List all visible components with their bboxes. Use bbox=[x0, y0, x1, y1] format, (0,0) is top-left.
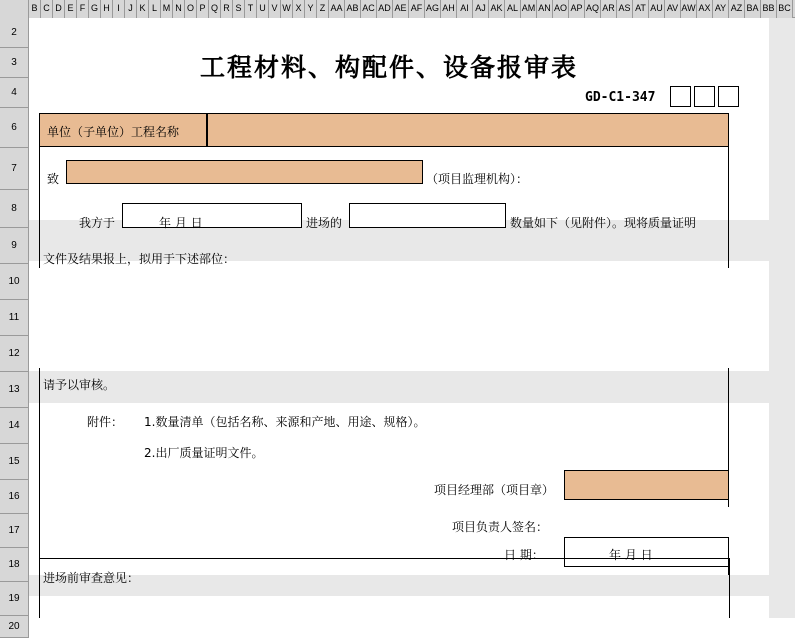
code-box-2[interactable] bbox=[694, 86, 715, 107]
column-header-au[interactable]: AU bbox=[649, 0, 665, 18]
column-header-af[interactable]: AF bbox=[409, 0, 425, 18]
column-header-aa[interactable]: AA bbox=[329, 0, 345, 18]
column-header-j[interactable]: J bbox=[125, 0, 137, 18]
column-header-av[interactable]: AV bbox=[665, 0, 681, 18]
column-header-p[interactable]: P bbox=[197, 0, 209, 18]
column-header-ar[interactable]: AR bbox=[601, 0, 617, 18]
column-header-i[interactable]: I bbox=[113, 0, 125, 18]
column-header-g[interactable]: G bbox=[89, 0, 101, 18]
row-header-14[interactable]: 14 bbox=[0, 408, 28, 444]
dept-value-cell[interactable] bbox=[564, 470, 729, 500]
pre-entry-right-border bbox=[729, 558, 730, 618]
column-header-ah[interactable]: AH bbox=[441, 0, 457, 18]
column-header-m[interactable]: M bbox=[161, 0, 173, 18]
row-header-16[interactable]: 16 bbox=[0, 480, 28, 514]
row-header-column bbox=[0, 18, 29, 638]
column-header-d[interactable]: D bbox=[53, 0, 65, 18]
column-header-k[interactable]: K bbox=[137, 0, 149, 18]
row-header-12[interactable]: 12 bbox=[0, 336, 28, 372]
column-header-e[interactable]: E bbox=[65, 0, 77, 18]
column-header-aw[interactable]: AW bbox=[681, 0, 697, 18]
select-all-corner[interactable] bbox=[0, 0, 29, 18]
column-header-ba[interactable]: BA bbox=[745, 0, 761, 18]
row-header-2[interactable]: 2 bbox=[0, 18, 28, 48]
column-header-ac[interactable]: AC bbox=[361, 0, 377, 18]
column-header-row bbox=[0, 0, 795, 18]
column-header-ao[interactable]: AO bbox=[553, 0, 569, 18]
column-header-h[interactable]: H bbox=[101, 0, 113, 18]
usage-value-cell[interactable] bbox=[39, 268, 729, 368]
row-header-15[interactable]: 15 bbox=[0, 444, 28, 480]
column-header-as[interactable]: AS bbox=[617, 0, 633, 18]
column-header-at[interactable]: AT bbox=[633, 0, 649, 18]
row-header-9[interactable]: 9 bbox=[0, 228, 28, 264]
column-header-aj[interactable]: AJ bbox=[473, 0, 489, 18]
row-header-11[interactable]: 11 bbox=[0, 300, 28, 336]
line1-date-cell[interactable] bbox=[122, 203, 302, 228]
row-header-7[interactable]: 7 bbox=[0, 148, 28, 190]
line1-mid-label: 进场的 bbox=[306, 216, 343, 230]
date-value-label: 年 月 日 bbox=[609, 548, 653, 562]
to-value-cell[interactable] bbox=[66, 160, 423, 184]
row-header-8[interactable]: 8 bbox=[0, 190, 28, 228]
project-name-value-cell[interactable] bbox=[207, 113, 729, 147]
line1-date-label: 年 月 日 bbox=[159, 216, 203, 230]
row-header-20[interactable]: 20 bbox=[0, 616, 28, 638]
sheet-content[interactable] bbox=[29, 18, 795, 618]
line2-label: 文件及结果报上，拟用于下述部位： bbox=[43, 252, 236, 266]
column-header-ap[interactable]: AP bbox=[569, 0, 585, 18]
column-header-bb[interactable]: BB bbox=[761, 0, 777, 18]
row-header-19[interactable]: 19 bbox=[0, 582, 28, 616]
to-label: 致 bbox=[47, 172, 60, 186]
column-header-b[interactable]: B bbox=[29, 0, 41, 18]
line1-suffix-label: 数量如下（见附件）。现将质量证明 bbox=[510, 216, 697, 230]
column-header-y[interactable]: Y bbox=[305, 0, 317, 18]
row-header-6[interactable]: 6 bbox=[0, 108, 28, 148]
code-box-1[interactable] bbox=[670, 86, 691, 107]
column-header-ax[interactable]: AX bbox=[697, 0, 713, 18]
column-header-ad[interactable]: AD bbox=[377, 0, 393, 18]
row-header-3[interactable]: 3 bbox=[0, 48, 28, 78]
column-header-al[interactable]: AL bbox=[505, 0, 521, 18]
column-header-ab[interactable]: AB bbox=[345, 0, 361, 18]
supervision-org-label: （项目监理机构）： bbox=[426, 172, 529, 186]
doc-code-label: GD-C1-347 bbox=[585, 90, 656, 105]
attachment-item-1: 1.数量清单（包括名称、来源和产地、用途、规格）。 bbox=[144, 415, 426, 429]
pre-entry-left-border bbox=[39, 558, 40, 618]
page-title: 工程材料、构配件、设备报审表 bbox=[199, 53, 578, 82]
column-header-n[interactable]: N bbox=[173, 0, 185, 18]
line1-material-cell[interactable] bbox=[349, 203, 506, 228]
column-header-aq[interactable]: AQ bbox=[585, 0, 601, 18]
column-header-az[interactable]: AZ bbox=[729, 0, 745, 18]
page-bottom-white bbox=[29, 596, 769, 618]
row-header-13[interactable]: 13 bbox=[0, 372, 28, 408]
signer-label: 项目负责人签名： bbox=[452, 520, 549, 534]
column-header-an[interactable]: AN bbox=[537, 0, 553, 18]
line1-prefix-label: 我方于 bbox=[79, 216, 116, 230]
column-header-s[interactable]: S bbox=[233, 0, 245, 18]
review-request-label: 请予以审核。 bbox=[43, 378, 116, 392]
column-header-bc[interactable]: BC bbox=[777, 0, 793, 18]
column-header-o[interactable]: O bbox=[185, 0, 197, 18]
attachment-item-2: 2.出厂质量证明文件。 bbox=[144, 446, 264, 460]
row-header-10[interactable]: 10 bbox=[0, 264, 28, 300]
column-header-ai[interactable]: AI bbox=[457, 0, 473, 18]
column-header-w[interactable]: W bbox=[281, 0, 293, 18]
row-header-17[interactable]: 17 bbox=[0, 514, 28, 548]
column-header-x[interactable]: X bbox=[293, 0, 305, 18]
column-header-z[interactable]: Z bbox=[317, 0, 329, 18]
column-header-r[interactable]: R bbox=[221, 0, 233, 18]
column-header-u[interactable]: U bbox=[257, 0, 269, 18]
column-header-f[interactable]: F bbox=[77, 0, 89, 18]
column-header-ae[interactable]: AE bbox=[393, 0, 409, 18]
row-header-4[interactable]: 4 bbox=[0, 78, 28, 108]
dept-label: 项目经理部（项目章） bbox=[434, 483, 555, 497]
column-header-ay[interactable]: AY bbox=[713, 0, 729, 18]
row-header-18[interactable]: 18 bbox=[0, 548, 28, 582]
column-header-ag[interactable]: AG bbox=[425, 0, 441, 18]
code-box-3[interactable] bbox=[718, 86, 739, 107]
signer-value-cell[interactable] bbox=[564, 507, 729, 537]
date-label: 日 期： bbox=[504, 548, 544, 562]
pre-entry-label: 进场前审查意见： bbox=[43, 571, 140, 585]
column-header-l[interactable]: L bbox=[149, 0, 161, 18]
column-header-am[interactable]: AM bbox=[521, 0, 537, 18]
attachment-label: 附件： bbox=[87, 415, 124, 429]
column-header-ak[interactable]: AK bbox=[489, 0, 505, 18]
column-header-c[interactable]: C bbox=[41, 0, 53, 18]
column-header-v[interactable]: V bbox=[269, 0, 281, 18]
column-header-t[interactable]: T bbox=[245, 0, 257, 18]
pre-entry-divider bbox=[39, 558, 729, 559]
column-header-q[interactable]: Q bbox=[209, 0, 221, 18]
project-name-label: 单位（子单位）工程名称 bbox=[47, 125, 180, 139]
